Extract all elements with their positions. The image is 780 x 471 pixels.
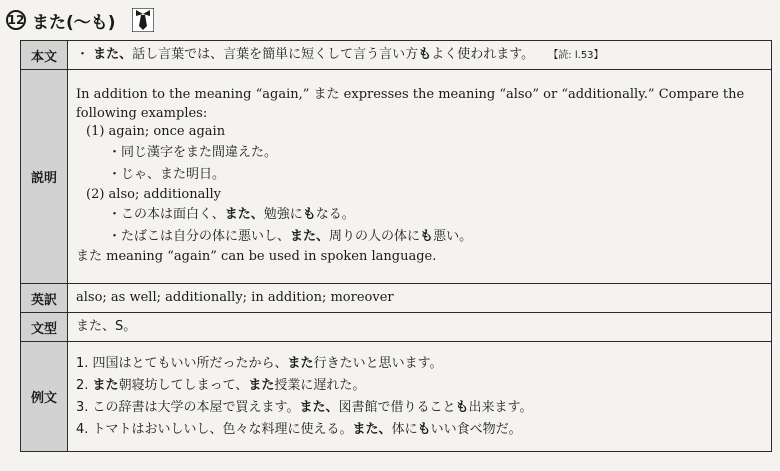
example-2a [76, 204, 763, 226]
example-2b [76, 226, 763, 248]
grammar-table [20, 40, 772, 452]
bullet: ・ [76, 46, 90, 62]
example-1b: ・じゃ、また明日。 [108, 166, 226, 182]
sense-2: (2) also; additionally [86, 186, 222, 202]
section-number: 12 [6, 10, 26, 30]
section-title: また(〜も) [32, 12, 116, 33]
example-sentence-4 [76, 419, 763, 441]
tie-icon [132, 8, 154, 32]
bold-mata: また、 [299, 399, 339, 415]
example-1a: ・同じ漢字をまた間違えた。 [108, 144, 278, 160]
text: よく使われます。 [431, 46, 535, 62]
reading-reference: 【読: l.53】 [548, 49, 604, 61]
text: 体に [391, 421, 418, 437]
bold-mo: も [417, 421, 431, 437]
example-sentence-2 [76, 375, 763, 397]
section-heading [6, 6, 154, 34]
text: 1. 四国はとてもいい所だったから、 [76, 355, 288, 371]
bold-mata: また、 [224, 207, 264, 223]
row-label: 本文 [21, 41, 68, 70]
text: ・たばこは自分の体に悪いし、 [108, 229, 291, 245]
text: いい食べ物だ。 [430, 421, 522, 437]
bold-mata: また、 [93, 46, 133, 62]
row-setsumei [21, 70, 772, 284]
row-label: 文型 [21, 313, 68, 342]
bold-mo: も [418, 46, 432, 62]
row-label: 英訳 [21, 284, 68, 313]
bold-mo: も [420, 229, 434, 245]
bold-mo: も [455, 399, 469, 415]
bold-mata: また、 [352, 421, 392, 437]
bold-mo: も [302, 207, 316, 223]
row-reibun [21, 342, 772, 452]
honbun-content [68, 41, 772, 70]
text: 3. この辞書は大学の本屋で買えます。 [76, 399, 300, 415]
text: 勉強に [263, 207, 303, 223]
text: 行きたいと思います。 [313, 355, 443, 371]
bold-mata: また [287, 355, 314, 371]
setsumei-content [68, 70, 772, 284]
row-eiyaku [21, 284, 772, 313]
example-sentence-1 [76, 353, 763, 375]
text: 話し言葉では、言葉を簡単に短くして言う言い方 [132, 46, 419, 62]
explanation-note: また meaning “again” can be used in spoken language. [76, 249, 437, 265]
text: 4. トマトはおいしいし、色々な料理に使える。 [76, 421, 353, 437]
text: ・この本は面白く、 [108, 207, 225, 223]
text: 周りの人の体に [329, 229, 421, 245]
row-honbun [21, 41, 772, 70]
bold-mata: また [92, 377, 119, 393]
bold-mata: また [248, 377, 275, 393]
sense-1: (1) again; once again [86, 124, 226, 140]
text: 図書館で借りること [338, 399, 456, 415]
bunkei-content: また、S。 [68, 313, 772, 342]
row-bunkei [21, 313, 772, 342]
text: 2. [76, 377, 93, 393]
example-sentence-3 [76, 397, 763, 419]
explanation-intro: In addition to the meaning “again,” また expresses the meaning “also” or “additionally.” Compare the following examples: [76, 87, 745, 121]
row-label: 例文 [21, 342, 68, 452]
row-label: 説明 [21, 70, 68, 284]
text: 出来ます。 [468, 399, 533, 415]
text: なる。 [315, 207, 355, 223]
text: 朝寝坊してしまって、 [118, 377, 249, 393]
text: 授業に遅れた。 [274, 377, 366, 393]
bold-mata: また、 [290, 229, 330, 245]
text: 悪い。 [433, 229, 473, 245]
reibun-content [68, 342, 772, 452]
eiyaku-content: also; as well; additionally; in addition; moreover [68, 284, 772, 313]
